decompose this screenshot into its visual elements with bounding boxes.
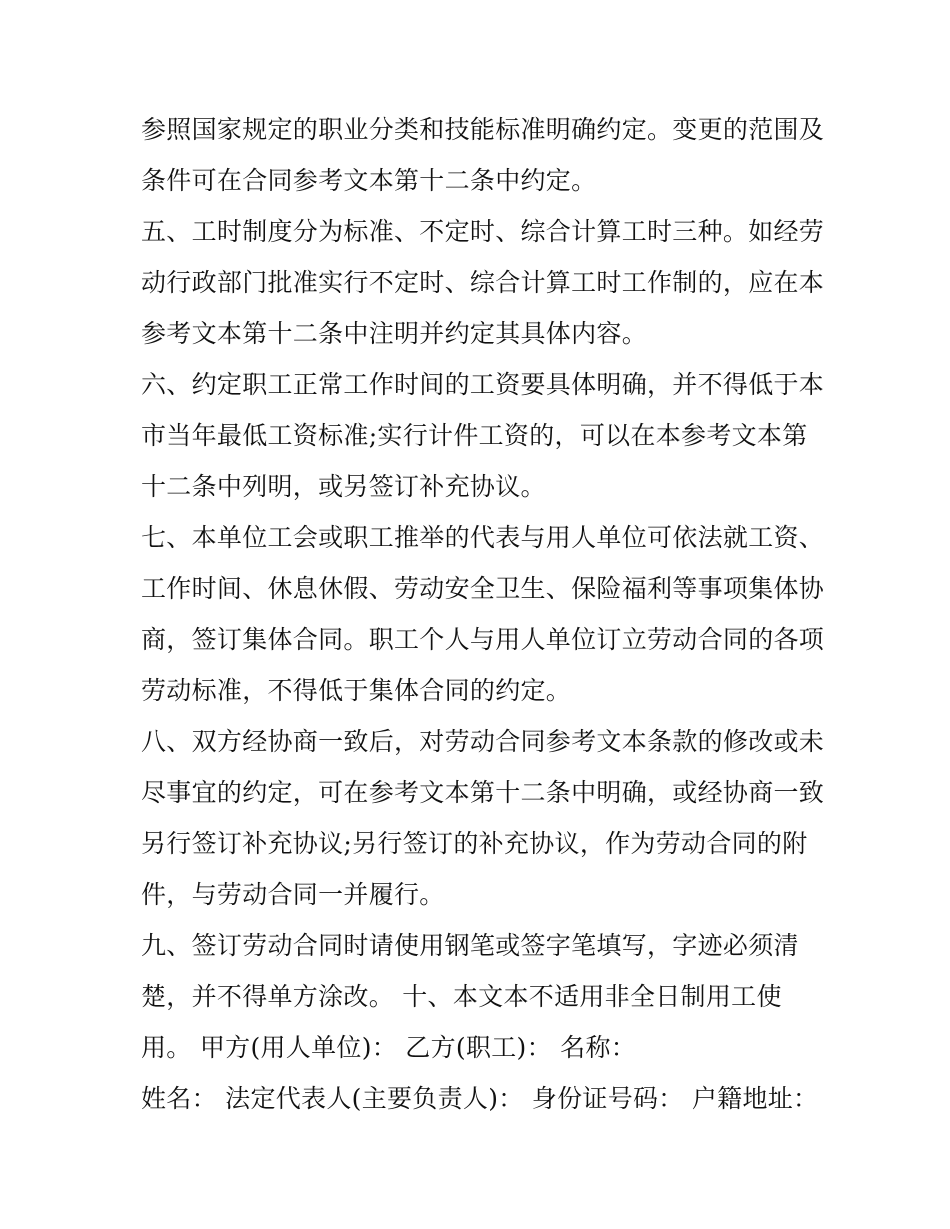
text-line: 八、双方经协商一致后，对劳动合同参考文本条款的修改或未 [141, 727, 825, 756]
text-line: 件，与劳动合同一并履行。 [141, 880, 445, 909]
text-line: 另行签订补充协议;另行签订的补充协议，作为劳动合同的附 [141, 829, 808, 858]
document-body [141, 104, 825, 1124]
text-line: 商，签订集体合同。职工个人与用人单位订立劳动合同的各项 [141, 625, 825, 654]
text-line: 参考文本第十二条中注明并约定其具体内容。 [141, 319, 648, 348]
text-line: 用。 甲方(用人单位)： 乙方(职工)： 名称： [141, 1033, 637, 1062]
text-line: 尽事宜的约定，可在参考文本第十二条中明确，或经协商一致 [141, 778, 825, 807]
text-line: 动行政部门批准实行不定时、综合计算工时工作制的，应在本 [141, 268, 825, 297]
text-line: 条件可在合同参考文本第十二条中约定。 [141, 166, 597, 195]
text-line: 七、本单位工会或职工推举的代表与用人单位可依法就工资、 [141, 523, 825, 552]
text-line: 十二条中列明，或另签订补充协议。 [141, 472, 546, 501]
text-line: 六、约定职工正常工作时间的工资要具体明确，并不得低于本 [141, 370, 825, 399]
text-line: 劳动标准，不得低于集体合同的约定。 [141, 676, 572, 705]
text-line: 九、签订劳动合同时请使用钢笔或签字笔填写，字迹必须清 [141, 931, 799, 960]
text-line: 姓名： 法定代表人(主要负责人)： 身份证号码： 户籍地址： [141, 1084, 819, 1113]
text-line: 工作时间、休息休假、劳动安全卫生、保险福利等事项集体协 [141, 574, 825, 603]
text-line: 市当年最低工资标准;实行计件工资的，可以在本参考文本第 [141, 421, 808, 450]
text-line: 参照国家规定的职业分类和技能标准明确约定。变更的范围及 [141, 115, 825, 144]
text-line: 五、工时制度分为标准、不定时、综合计算工时三种。如经劳 [141, 217, 825, 246]
text-line: 楚，并不得单方涂改。 十、本文本不适用非全日制用工使 [141, 982, 782, 1011]
